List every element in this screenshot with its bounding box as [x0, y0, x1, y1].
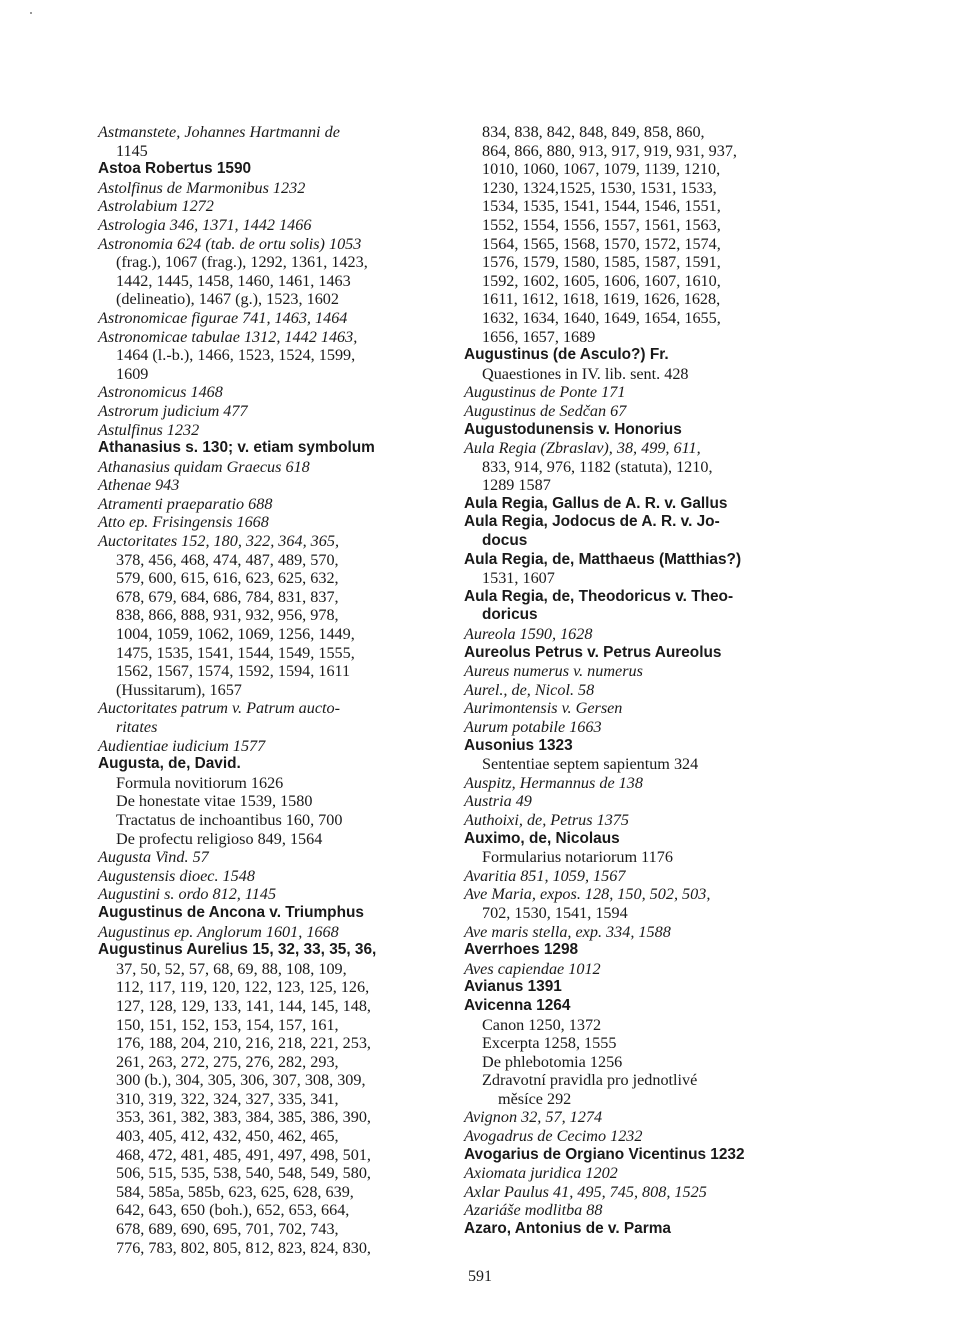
index-line: Excerpta 1258, 1555 [482, 1034, 617, 1053]
index-line: 261, 263, 272, 275, 276, 282, 293, [116, 1052, 339, 1071]
index-line: 1475, 1535, 1541, 1544, 1549, 1555, [116, 643, 355, 662]
index-line: 1564, 1565, 1568, 1570, 1572, 1574, [482, 234, 721, 253]
index-line: 506, 515, 535, 538, 540, 548, 549, 580, [116, 1164, 371, 1183]
index-line: 678, 689, 690, 695, 701, 702, 743, [116, 1220, 339, 1239]
index-line: Axlar Paulus 41, 495, 745, 808, 1525 [464, 1182, 707, 1201]
index-line: 1656, 1657, 1689 [482, 327, 596, 346]
index-line: 378, 456, 468, 474, 487, 489, 570, [116, 550, 339, 569]
index-line: 1592, 1602, 1605, 1606, 1607, 1610, [482, 271, 721, 290]
index-line: De profectu religioso 849, 1564 [116, 829, 323, 848]
index-line: Ave Maria, expos. 128, 150, 502, 503, [464, 885, 711, 904]
index-line: (Hussitarum), 1657 [116, 680, 242, 699]
index-line: Augustodunensis v. Honorius [464, 420, 682, 438]
index-line: (delineatio), 1467 (g.), 1523, 1602 [116, 290, 339, 309]
index-line: 1289 1587 [482, 476, 551, 495]
index-line: Aurimontensis v. Gersen [464, 699, 623, 718]
index-line: Astronomicae tabulae 1312, 1442 1463, [98, 327, 358, 346]
index-line: Auspitz, Hermannus de 138 [464, 773, 643, 792]
index-line: Astronomia 624 (tab. de ortu solis) 1053 [98, 234, 362, 253]
index-line: Auctoritates 152, 180, 322, 364, 365, [98, 532, 340, 551]
index-line: 127, 128, 129, 133, 141, 144, 145, 148, [116, 996, 371, 1015]
index-line: Aureolus Petrus v. Petrus Aureolus [464, 643, 722, 661]
index-line: Aula Regia, Gallus de A. R. v. Gallus [464, 494, 728, 512]
index-line: Avicenna 1264 [464, 996, 571, 1014]
index-line: 1562, 1567, 1574, 1592, 1594, 1611 [116, 662, 351, 681]
index-line: Atto ep. Frisingensis 1668 [98, 513, 269, 532]
index-line: Augustinus ep. Anglorum 1601, 1668 [98, 922, 339, 941]
index-line: měsíce 292 [498, 1089, 572, 1108]
index-line: Augustinus Aurelius 15, 32, 33, 35, 36, [98, 941, 377, 959]
index-line: 702, 1530, 1541, 1594 [482, 903, 628, 922]
index-line: 776, 783, 802, 805, 812, 823, 824, 830, [116, 1238, 371, 1257]
index-line: 1464 (l.-b.), 1466, 1523, 1524, 1599, [116, 346, 356, 365]
index-line: 642, 643, 650 (boh.), 652, 653, 664, [116, 1201, 350, 1220]
index-line: Aureus numerus v. numerus [464, 662, 643, 681]
right-column [464, 123, 802, 1239]
index-line: 150, 151, 152, 153, 154, 157, 161, [116, 1015, 339, 1034]
index-line: Formularius notariorum 1176 [482, 848, 673, 867]
index-line: Augustinus (de Asculo?) Fr. [464, 346, 669, 364]
index-line: 1010, 1060, 1067, 1079, 1139, 1210, [482, 160, 721, 179]
index-line: 1552, 1554, 1556, 1557, 1561, 1563, [482, 215, 721, 234]
index-line: 1611, 1612, 1618, 1619, 1626, 1628, [482, 290, 721, 309]
index-line: Canon 1250, 1372 [482, 1015, 602, 1034]
index-line: Avignon 32, 57, 1274 [464, 1108, 603, 1127]
index-line: Quaestiones in IV. lib. sent. 428 [482, 364, 689, 383]
index-line: 1230, 1324,1525, 1530, 1531, 1533, [482, 178, 717, 197]
index-line: 353, 361, 382, 383, 384, 385, 386, 390, [116, 1108, 371, 1127]
index-line: 579, 600, 615, 616, 623, 625, 632, [116, 569, 339, 588]
index-line: 1576, 1579, 1580, 1585, 1587, 1591, [482, 253, 721, 272]
index-line: Astrologia 346, 1371, 1442 1466 [98, 215, 312, 234]
index-line: 1534, 1535, 1541, 1544, 1546, 1551, [482, 197, 721, 216]
index-line: (frag.), 1067 (frag.), 1292, 1361, 1423, [116, 253, 368, 272]
index-line: 1531, 1607 [482, 569, 555, 588]
index-line: 864, 866, 880, 913, 917, 919, 931, 937, [482, 141, 737, 160]
index-line: Augusta, de, David. [98, 755, 241, 773]
index-line: Aurum potabile 1663 [464, 718, 602, 736]
index-line: 838, 866, 888, 931, 932, 956, 978, [116, 606, 339, 625]
index-line: Zdravotní pravidla pro jednotlivé [482, 1071, 698, 1090]
index-line: Aureola 1590, 1628 [464, 625, 593, 644]
index-line: Axiomata juridica 1202 [464, 1164, 618, 1183]
index-line: Augustinus de Ponte 171 [464, 383, 626, 402]
index-line: 1145 [116, 141, 148, 160]
index-line: Averrhoes 1298 [464, 941, 579, 959]
index-line: 1609 [116, 364, 149, 383]
index-line: Aula Regia, Jodocus de A. R. v. Jo- [464, 513, 720, 531]
index-line: docus [482, 532, 528, 550]
index-line: Avogadrus de Cecimo 1232 [464, 1127, 643, 1146]
index-line: doricus [482, 606, 538, 624]
index-line: Astolfinus de Marmonibus 1232 [98, 178, 306, 197]
index-line: De honestate vitae 1539, 1580 [116, 792, 313, 811]
index-line: De phlebotomia 1256 [482, 1052, 623, 1071]
page-number: 591 [468, 1268, 492, 1285]
index-line: Astmanstete, Johannes Hartmanni de [98, 123, 340, 141]
index-line: Aurel., de, Nicol. 58 [464, 680, 595, 699]
index-line: Authoixi, de, Petrus 1375 [464, 810, 629, 829]
print-speck [30, 12, 32, 14]
left-column [98, 123, 434, 1257]
index-line: Augustinus de Ancona v. Triumphus [98, 903, 364, 921]
index-line: 834, 838, 842, 848, 849, 858, 860, [482, 123, 705, 141]
index-line: 833, 914, 976, 1182 (statuta), 1210, [482, 457, 713, 476]
index-line: Astrolabium 1272 [98, 197, 214, 216]
index-line: Augusta Vind. 57 [98, 848, 209, 867]
index-line: Sententiae septem sapientum 324 [482, 755, 699, 774]
index-line: Ave maris stella, exp. 334, 1588 [464, 922, 671, 941]
index-line: Aula Regia (Zbraslav), 38, 499, 611, [464, 439, 701, 458]
index-line: Avianus 1391 [464, 978, 562, 996]
index-line: Aula Regia, de, Matthaeus (Matthias?) [464, 550, 742, 568]
index-line: Formula novitiorum 1626 [116, 773, 284, 792]
index-line: 176, 188, 204, 210, 216, 218, 221, 253, [116, 1034, 371, 1053]
index-line: Astoa Robertus 1590 [98, 160, 252, 178]
index-line: Athanasius quidam Graecus 618 [98, 457, 310, 476]
index-line: Auctoritates patrum v. Patrum aucto- [98, 699, 341, 718]
index-line: 403, 405, 412, 432, 450, 462, 465, [116, 1127, 339, 1146]
index-line: 300 (b.), 304, 305, 306, 307, 308, 309, [116, 1071, 366, 1090]
index-line: Augustini s. ordo 812, 1145 [98, 885, 277, 904]
index-line: Astulfinus 1232 [98, 420, 200, 439]
index-line: Azariáše modlitba 88 [464, 1201, 603, 1220]
index-line: Athanasius s. 130; v. etiam symbolum [98, 439, 375, 457]
index-line: Auximo, de, Nicolaus [464, 829, 620, 847]
index-line: Astrorum judicium 477 [98, 401, 248, 420]
index-line: 678, 679, 684, 686, 784, 831, 837, [116, 587, 339, 606]
index-line: Tractatus de inchoantibus 160, 700 [116, 810, 343, 829]
index-line: 1632, 1634, 1640, 1649, 1654, 1655, [482, 308, 721, 327]
index-line: Augustensis dioec. 1548 [98, 866, 255, 885]
index-line: 468, 472, 481, 485, 491, 497, 498, 501, [116, 1145, 371, 1164]
index-line: 584, 585a, 585b, 623, 625, 628, 639, [116, 1182, 354, 1201]
index-line: ritates [116, 718, 158, 736]
index-line: 112, 117, 119, 120, 122, 123, 125, 126, [116, 978, 370, 997]
index-line: 310, 319, 322, 324, 327, 335, 341, [116, 1089, 339, 1108]
index-line: 1442, 1445, 1458, 1460, 1461, 1463 [116, 271, 351, 290]
index-line: Aula Regia, de, Theodoricus v. Theo- [464, 587, 734, 605]
index-line: Avogarius de Orgiano Vicentinus 1232 [464, 1145, 745, 1163]
index-line: Audientiae iudicium 1577 [98, 736, 266, 755]
index-line: Aves capiendae 1012 [464, 959, 601, 978]
index-line: Athenae 943 [98, 476, 180, 495]
index-line: 1004, 1059, 1062, 1069, 1256, 1449, [116, 625, 355, 644]
index-line: Astronomicae figurae 741, 1463, 1464 [98, 308, 348, 327]
index-line: Augustinus de Sedčan 67 [464, 401, 627, 420]
index-line: Azaro, Antonius de v. Parma [464, 1220, 671, 1238]
index-line: 37, 50, 52, 57, 68, 69, 88, 108, 109, [116, 959, 347, 978]
index-line: Astronomicus 1468 [98, 383, 223, 402]
index-line: Atramenti praeparatio 688 [98, 494, 273, 513]
index-line: Avaritia 851, 1059, 1567 [464, 866, 626, 885]
index-line: Ausonius 1323 [464, 736, 573, 754]
index-line: Austria 49 [464, 792, 532, 811]
